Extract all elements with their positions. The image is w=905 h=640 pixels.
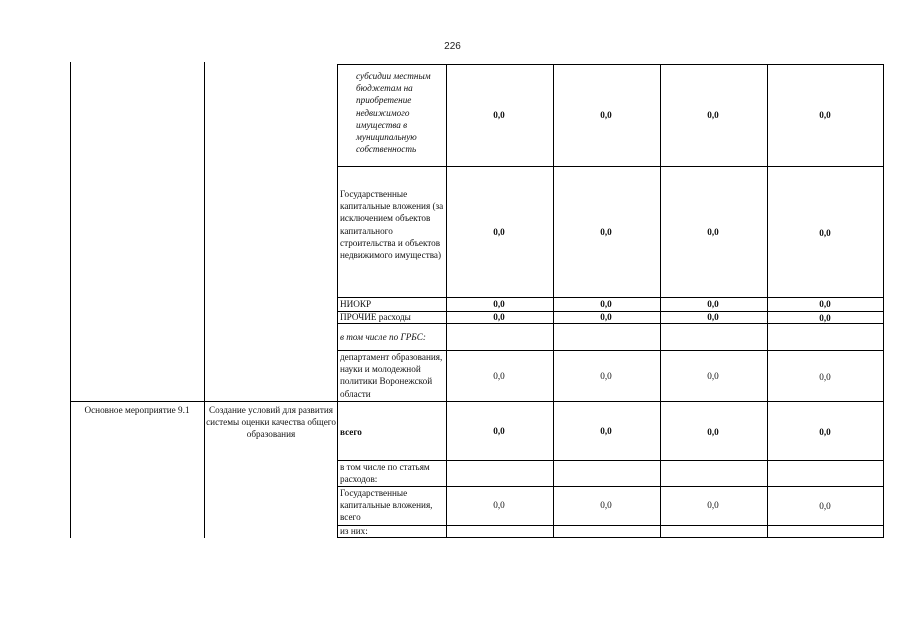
cell-value: 0,0 <box>707 371 719 381</box>
cell-value: 0,0 <box>707 500 719 510</box>
cell-value: 0,0 <box>600 371 612 381</box>
cell-value: 0,0 <box>819 427 831 437</box>
cell-value: 0,0 <box>493 500 505 510</box>
cell-value: 0,0 <box>600 426 612 436</box>
cell-value: 0,0 <box>819 110 831 120</box>
cell-value: 0,0 <box>600 500 612 510</box>
cell-value: 0,0 <box>707 227 719 237</box>
grid-line <box>883 64 884 538</box>
row-label: Государственные капитальные вложения, всего <box>340 488 433 523</box>
row-label: в том числе по ГРБС: <box>340 332 426 342</box>
cell-value: 0,0 <box>819 501 831 511</box>
cell-value: 0,0 <box>707 110 719 120</box>
row-label: НИОКР <box>340 299 372 309</box>
cell-value: 0,0 <box>600 312 612 322</box>
grid-line <box>337 64 884 65</box>
cell-value: 0,0 <box>493 426 505 436</box>
grid-line <box>70 401 884 402</box>
cell-value: 0,0 <box>819 372 831 382</box>
cell-value: 0,0 <box>707 312 719 322</box>
row-label: всего <box>340 427 362 437</box>
row-label: в том числе по статьям расходов: <box>340 462 430 485</box>
cell-value: 0,0 <box>493 312 505 322</box>
cell-value: 0,0 <box>493 299 505 309</box>
cell-value: 0,0 <box>493 227 505 237</box>
grid-line <box>337 166 884 167</box>
row-label: департамент образования, науки и молодежной политики Воронежской области <box>340 352 443 399</box>
event-label: Основное мероприятие 9.1 <box>84 405 190 415</box>
cell-value: 0,0 <box>600 227 612 237</box>
page-number: 226 <box>444 41 461 52</box>
cell-value: 0,0 <box>819 313 831 323</box>
row-label: из них: <box>340 526 368 536</box>
cell-value: 0,0 <box>707 299 719 309</box>
grid-line <box>337 64 338 538</box>
cell-value: 0,0 <box>600 299 612 309</box>
event-description: Создание условий для развития системы оценки качества общего образования <box>206 405 336 439</box>
cell-value: 0,0 <box>493 110 505 120</box>
grid-line <box>204 62 205 538</box>
cell-value: 0,0 <box>493 371 505 381</box>
cell-value: 0,0 <box>600 110 612 120</box>
grid-line <box>767 64 768 538</box>
cell-value: 0,0 <box>819 228 831 238</box>
row-label: субсидии местным бюджетам на приобретение недвижимого имущества в муниципальную собственность <box>356 71 431 155</box>
cell-value: 0,0 <box>707 427 719 437</box>
grid-line <box>70 62 71 538</box>
row-label: ПРОЧИЕ расходы <box>340 312 411 322</box>
row-label: Государственные капитальные вложения (за исключением объектов капитального строительства и объектов недвижимого имущества) <box>340 189 444 261</box>
cell-value: 0,0 <box>819 299 831 309</box>
